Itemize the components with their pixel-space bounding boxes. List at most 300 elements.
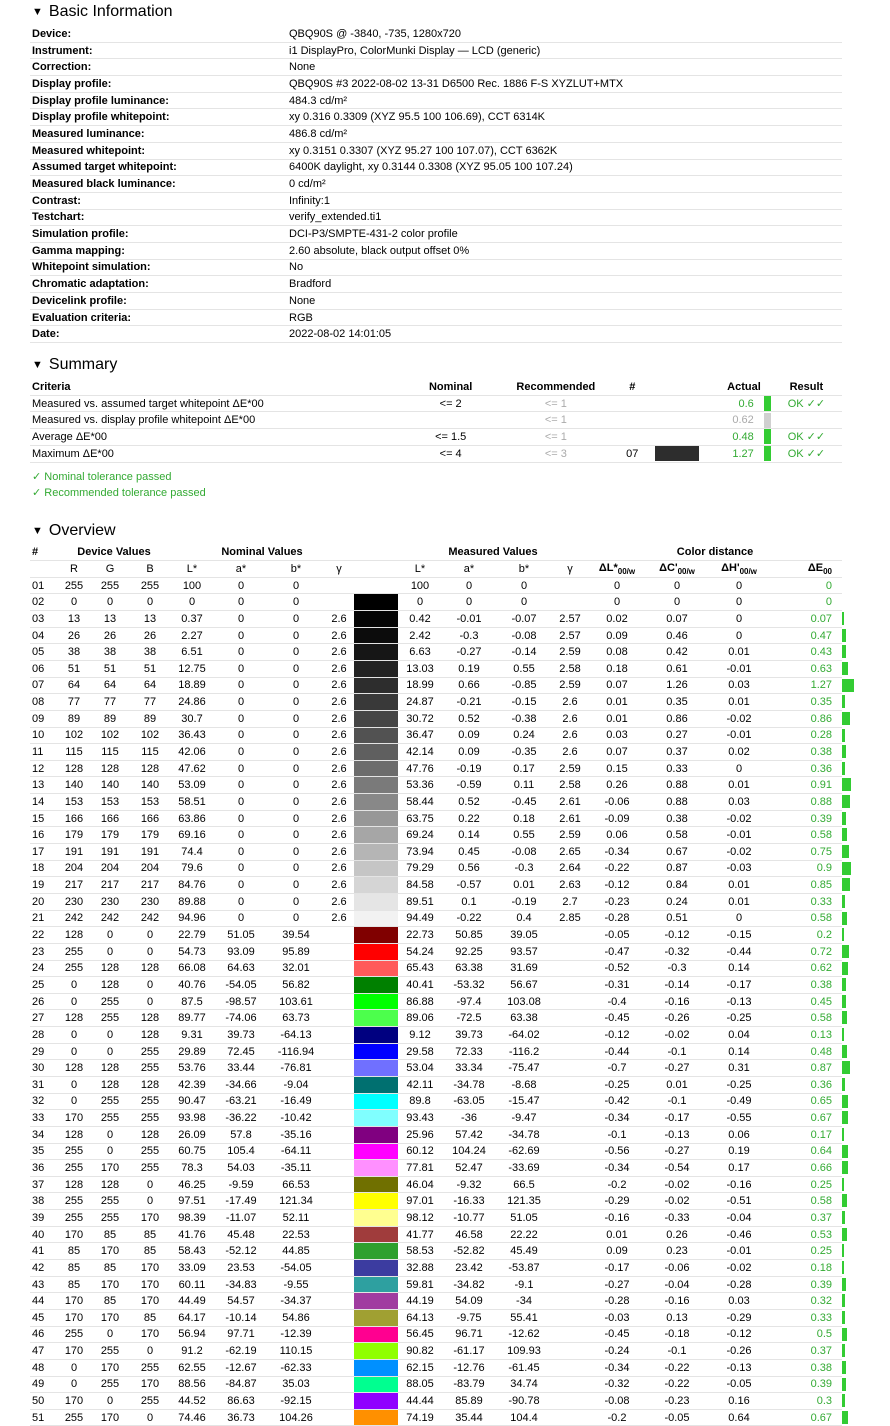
overview-heading[interactable]: ▼ Overview bbox=[32, 521, 890, 541]
ov-dl: 0.06 bbox=[588, 827, 646, 844]
ov-de-bar bbox=[842, 1244, 844, 1257]
ov-b: 26 bbox=[130, 627, 170, 644]
ov-r: 0 bbox=[58, 1359, 90, 1376]
ov-dl: 0.07 bbox=[588, 677, 646, 694]
summary-actual: 0.48 bbox=[701, 429, 771, 446]
ov-meas-b: 0 bbox=[496, 594, 552, 611]
overview-row bbox=[30, 827, 842, 844]
ov-nom-gamma bbox=[324, 1093, 354, 1110]
ov-nom-gamma bbox=[324, 1376, 354, 1393]
ov-dh: 0.14 bbox=[708, 960, 770, 977]
ov-de: 0.07 bbox=[770, 611, 842, 628]
summary-col-actual: Actual bbox=[701, 379, 771, 395]
ov-meas-b: 0.01 bbox=[496, 877, 552, 894]
ov-dh: 0.19 bbox=[708, 1143, 770, 1160]
collapse-triangle-icon[interactable]: ▼ bbox=[32, 6, 43, 18]
ov-dh: 0 bbox=[708, 910, 770, 927]
ov-de-bar bbox=[842, 1211, 845, 1224]
ov-b: 255 bbox=[130, 1060, 170, 1077]
ov-meas-gamma: 2.63 bbox=[552, 877, 588, 894]
ov-de-bar bbox=[842, 1411, 848, 1424]
basic-info-value: QBQ90S @ -3840, -735, 1280x720 bbox=[287, 26, 842, 42]
ov-meas-a: 0.45 bbox=[442, 844, 496, 861]
ov-meas-gamma bbox=[552, 1027, 588, 1044]
ov-nom-gamma: 2.6 bbox=[324, 777, 354, 794]
ov-dc: 0.88 bbox=[646, 777, 708, 794]
ov-meas-l: 90.82 bbox=[398, 1343, 442, 1360]
ov-b: 128 bbox=[130, 1077, 170, 1094]
ov-nom-a: 64.63 bbox=[214, 960, 268, 977]
ov-b: 0 bbox=[130, 1343, 170, 1360]
ov-nom-b: 0 bbox=[268, 744, 324, 761]
ov-num: 42 bbox=[30, 1260, 58, 1277]
ov-nom-b: -9.55 bbox=[268, 1276, 324, 1293]
basic-info-heading[interactable]: ▼ Basic Information bbox=[32, 2, 890, 22]
ov-nom-gamma: 2.6 bbox=[324, 877, 354, 894]
ov-dl: -0.03 bbox=[588, 1309, 646, 1326]
ov-num: 22 bbox=[30, 927, 58, 944]
summary-criteria: Average ΔE*00 bbox=[30, 429, 401, 446]
ov-nom-a: -52.12 bbox=[214, 1243, 268, 1260]
ov-dh: -0.02 bbox=[708, 710, 770, 727]
ov-dc: -0.22 bbox=[646, 1359, 708, 1376]
ov-meas-gamma bbox=[552, 1343, 588, 1360]
ov-nom-b: 95.89 bbox=[268, 943, 324, 960]
ov-meas-b: -61.45 bbox=[496, 1359, 552, 1376]
ov-de-bar bbox=[842, 978, 846, 991]
ov-meas-l: 54.24 bbox=[398, 943, 442, 960]
overview-row bbox=[30, 1010, 842, 1027]
overview-row bbox=[30, 644, 842, 661]
ov-meas-gamma bbox=[552, 1010, 588, 1027]
ov-g: 89 bbox=[90, 710, 130, 727]
basic-info-label: Measured whitepoint: bbox=[30, 142, 287, 159]
ov-col-b: B bbox=[130, 561, 170, 578]
ov-de-bar bbox=[842, 645, 846, 658]
ov-dc: -0.27 bbox=[646, 1143, 708, 1160]
ov-meas-gamma bbox=[552, 993, 588, 1010]
ov-nom-gamma bbox=[324, 1243, 354, 1260]
ov-meas-gamma bbox=[552, 1326, 588, 1343]
ov-de-bar bbox=[842, 695, 845, 708]
ov-de: 0.3 bbox=[770, 1393, 842, 1410]
ov-r: 0 bbox=[58, 993, 90, 1010]
ov-nom-a: 0 bbox=[214, 760, 268, 777]
ov-de-bar bbox=[842, 828, 847, 841]
ov-de-bar bbox=[842, 1145, 848, 1158]
ov-g: 128 bbox=[90, 760, 130, 777]
ov-meas-a: 52.47 bbox=[442, 1160, 496, 1177]
ov-meas-a: -10.77 bbox=[442, 1210, 496, 1227]
ov-dl: -0.47 bbox=[588, 943, 646, 960]
ov-nom-gamma bbox=[324, 993, 354, 1010]
overview-row bbox=[30, 1343, 842, 1360]
ov-meas-b: -0.14 bbox=[496, 644, 552, 661]
ov-meas-a: 0.52 bbox=[442, 710, 496, 727]
ov-de: 0.63 bbox=[770, 660, 842, 677]
ov-swatch bbox=[354, 893, 398, 910]
ov-g: 128 bbox=[90, 1077, 130, 1094]
ov-dl: -0.45 bbox=[588, 1326, 646, 1343]
ov-num: 09 bbox=[30, 710, 58, 727]
ov-r: 128 bbox=[58, 1126, 90, 1143]
ov-b: 191 bbox=[130, 844, 170, 861]
ov-de: 0.37 bbox=[770, 1343, 842, 1360]
ov-meas-l: 59.81 bbox=[398, 1276, 442, 1293]
ov-nom-gamma: 2.6 bbox=[324, 611, 354, 628]
ov-r: 0 bbox=[58, 1077, 90, 1094]
ov-de-bar bbox=[842, 1128, 844, 1141]
ov-de: 0.67 bbox=[770, 1409, 842, 1426]
ov-swatch bbox=[354, 1243, 398, 1260]
overview-row bbox=[30, 943, 842, 960]
basic-info-label: Gamma mapping: bbox=[30, 242, 287, 259]
ov-meas-l: 69.24 bbox=[398, 827, 442, 844]
overview-row bbox=[30, 893, 842, 910]
ov-dh: -0.26 bbox=[708, 1343, 770, 1360]
ov-dl: -0.56 bbox=[588, 1143, 646, 1160]
ov-dh: -0.02 bbox=[708, 844, 770, 861]
ov-r: 217 bbox=[58, 877, 90, 894]
ov-dh: 0.03 bbox=[708, 677, 770, 694]
ov-swatch bbox=[354, 1276, 398, 1293]
ov-b: 0 bbox=[130, 943, 170, 960]
ov-group-measured: Measured Values bbox=[398, 545, 588, 561]
ov-meas-gamma bbox=[552, 1160, 588, 1177]
ov-meas-a: -34.78 bbox=[442, 1077, 496, 1094]
ov-meas-l: 63.75 bbox=[398, 810, 442, 827]
basic-info-value: i1 DisplayPro, ColorMunki Display — LCD (generic) bbox=[287, 42, 842, 59]
ov-nom-b: 0 bbox=[268, 860, 324, 877]
ov-nom-gamma bbox=[324, 594, 354, 611]
overview-row bbox=[30, 910, 842, 927]
ov-swatch bbox=[354, 611, 398, 628]
ov-col-meas-l: L* bbox=[398, 561, 442, 578]
overview-row bbox=[30, 577, 842, 594]
ov-r: 170 bbox=[58, 1309, 90, 1326]
ov-de-bar bbox=[842, 1011, 847, 1024]
ov-dl: -0.12 bbox=[588, 877, 646, 894]
ov-nom-a: -74.06 bbox=[214, 1010, 268, 1027]
ov-de-bar bbox=[842, 812, 846, 825]
ov-de: 0.87 bbox=[770, 1060, 842, 1077]
overview-row bbox=[30, 1143, 842, 1160]
ov-swatch bbox=[354, 660, 398, 677]
ov-nom-b: -116.94 bbox=[268, 1043, 324, 1060]
ov-nom-gamma bbox=[324, 927, 354, 944]
ov-meas-b: 51.05 bbox=[496, 1210, 552, 1227]
ov-meas-a: 0.52 bbox=[442, 794, 496, 811]
ov-nom-l: 42.39 bbox=[170, 1077, 214, 1094]
ov-dh: -0.29 bbox=[708, 1309, 770, 1326]
ov-g: 26 bbox=[90, 627, 130, 644]
ov-nom-a: 0 bbox=[214, 877, 268, 894]
ov-nom-b: -35.11 bbox=[268, 1160, 324, 1177]
ov-de: 0.33 bbox=[770, 1309, 842, 1326]
ov-nom-b: 22.53 bbox=[268, 1226, 324, 1243]
ov-g: 128 bbox=[90, 1060, 130, 1077]
ov-nom-l: 93.98 bbox=[170, 1110, 214, 1127]
collapse-triangle-icon[interactable]: ▼ bbox=[32, 359, 43, 371]
ov-de: 0.9 bbox=[770, 860, 842, 877]
ov-r: 0 bbox=[58, 1027, 90, 1044]
ov-nom-b: -9.04 bbox=[268, 1077, 324, 1094]
ov-de-bar bbox=[842, 878, 850, 891]
ov-num: 48 bbox=[30, 1359, 58, 1376]
ov-meas-b: -116.2 bbox=[496, 1043, 552, 1060]
ov-meas-a: -97.4 bbox=[442, 993, 496, 1010]
overview-row bbox=[30, 1110, 842, 1127]
ov-meas-l: 42.11 bbox=[398, 1077, 442, 1094]
ov-meas-b: -34.78 bbox=[496, 1126, 552, 1143]
ov-nom-b: 39.54 bbox=[268, 927, 324, 944]
ov-nom-a: 0 bbox=[214, 694, 268, 711]
basic-info-value: 2022-08-02 14:01:05 bbox=[287, 326, 842, 343]
ov-de: 0.35 bbox=[770, 694, 842, 711]
summary-num: 07 bbox=[612, 445, 654, 462]
ov-nom-l: 30.7 bbox=[170, 710, 214, 727]
ov-nom-a: 0 bbox=[214, 577, 268, 594]
ov-nom-gamma bbox=[324, 1176, 354, 1193]
summary-recommended: <= 1 bbox=[500, 412, 611, 429]
ov-g: 128 bbox=[90, 1176, 130, 1193]
ov-g: 153 bbox=[90, 794, 130, 811]
ov-dc: -0.04 bbox=[646, 1276, 708, 1293]
ov-nom-b: -92.15 bbox=[268, 1393, 324, 1410]
ov-nom-gamma bbox=[324, 1326, 354, 1343]
ov-dc: 1.26 bbox=[646, 677, 708, 694]
ov-r: 85 bbox=[58, 1243, 90, 1260]
ov-dc: 0.37 bbox=[646, 744, 708, 761]
ov-dh: 0 bbox=[708, 577, 770, 594]
ov-nom-a: 33.44 bbox=[214, 1060, 268, 1077]
ov-swatch bbox=[354, 993, 398, 1010]
ov-dh: 0.01 bbox=[708, 893, 770, 910]
ov-num: 04 bbox=[30, 627, 58, 644]
ov-dl: -0.09 bbox=[588, 810, 646, 827]
ov-meas-l: 44.19 bbox=[398, 1293, 442, 1310]
summary-heading[interactable]: ▼ Summary bbox=[32, 355, 890, 375]
ov-meas-gamma bbox=[552, 1260, 588, 1277]
ov-dh: -0.17 bbox=[708, 977, 770, 994]
ov-col-de: $\Delta E_{00}$ bbox=[770, 561, 842, 578]
ov-num: 25 bbox=[30, 977, 58, 994]
overview-row bbox=[30, 1293, 842, 1310]
basic-info-value: DCI-P3/SMPTE-431-2 color profile bbox=[287, 226, 842, 243]
ov-g: 0 bbox=[90, 1027, 130, 1044]
ov-meas-a: 0 bbox=[442, 577, 496, 594]
ov-de-bar bbox=[842, 1344, 845, 1357]
overview-row bbox=[30, 744, 842, 761]
ov-nom-l: 46.25 bbox=[170, 1176, 214, 1193]
ov-dl: -0.24 bbox=[588, 1343, 646, 1360]
ov-de-bar bbox=[842, 629, 846, 642]
ov-dh: -0.46 bbox=[708, 1226, 770, 1243]
ov-r: 0 bbox=[58, 1093, 90, 1110]
ov-nom-l: 94.96 bbox=[170, 910, 214, 927]
ov-nom-l: 0.37 bbox=[170, 611, 214, 628]
ov-nom-a: -10.14 bbox=[214, 1309, 268, 1326]
ov-r: 170 bbox=[58, 1226, 90, 1243]
ov-num: 33 bbox=[30, 1110, 58, 1127]
ov-meas-b: -9.1 bbox=[496, 1276, 552, 1293]
ov-g: 217 bbox=[90, 877, 130, 894]
ov-nom-gamma bbox=[324, 1343, 354, 1360]
ov-meas-gamma bbox=[552, 1126, 588, 1143]
ov-meas-b: -90.78 bbox=[496, 1393, 552, 1410]
ov-nom-b: -76.81 bbox=[268, 1060, 324, 1077]
ov-de: 0.58 bbox=[770, 827, 842, 844]
ov-meas-a: -63.05 bbox=[442, 1093, 496, 1110]
ov-dh: 0.01 bbox=[708, 644, 770, 661]
overview-row bbox=[30, 1077, 842, 1094]
ov-swatch bbox=[354, 1193, 398, 1210]
ov-swatch bbox=[354, 1226, 398, 1243]
ov-meas-a: -16.33 bbox=[442, 1193, 496, 1210]
ov-dc: -0.1 bbox=[646, 1043, 708, 1060]
ov-de-bar bbox=[842, 762, 845, 775]
ov-meas-b: 0.4 bbox=[496, 910, 552, 927]
ov-nom-l: 41.76 bbox=[170, 1226, 214, 1243]
basic-info-label: Testchart: bbox=[30, 209, 287, 226]
summary-col-num: # bbox=[612, 379, 654, 395]
ov-nom-b: 0 bbox=[268, 827, 324, 844]
ov-dh: 0.16 bbox=[708, 1393, 770, 1410]
ov-dl: 0.18 bbox=[588, 660, 646, 677]
ov-meas-a: -0.3 bbox=[442, 627, 496, 644]
ov-num: 41 bbox=[30, 1243, 58, 1260]
ov-swatch bbox=[354, 677, 398, 694]
ov-nom-gamma: 2.6 bbox=[324, 694, 354, 711]
ov-swatch bbox=[354, 1010, 398, 1027]
ov-num: 17 bbox=[30, 844, 58, 861]
ov-g: 102 bbox=[90, 727, 130, 744]
ov-meas-gamma bbox=[552, 1276, 588, 1293]
ov-meas-b: 0.55 bbox=[496, 660, 552, 677]
ov-num: 39 bbox=[30, 1210, 58, 1227]
collapse-triangle-icon[interactable]: ▼ bbox=[32, 525, 43, 537]
ov-meas-b: -0.08 bbox=[496, 627, 552, 644]
ov-nom-l: 18.89 bbox=[170, 677, 214, 694]
ov-de: 0.53 bbox=[770, 1226, 842, 1243]
ov-nom-l: 12.75 bbox=[170, 660, 214, 677]
ov-meas-a: 85.89 bbox=[442, 1393, 496, 1410]
summary-actual-bar bbox=[764, 413, 771, 428]
tolerance-passed-item: ✓ Recommended tolerance passed bbox=[32, 485, 890, 501]
ov-dc: 0.67 bbox=[646, 844, 708, 861]
ov-num: 08 bbox=[30, 694, 58, 711]
ov-dc: 0 bbox=[646, 577, 708, 594]
ov-r: 255 bbox=[58, 1210, 90, 1227]
ov-nom-a: 39.73 bbox=[214, 1027, 268, 1044]
ov-g: 0 bbox=[90, 1126, 130, 1143]
overview-row bbox=[30, 1326, 842, 1343]
overview-row bbox=[30, 1060, 842, 1077]
ov-num: 44 bbox=[30, 1293, 58, 1310]
ov-num: 15 bbox=[30, 810, 58, 827]
ov-de-bar bbox=[842, 928, 844, 941]
ov-dc: -0.33 bbox=[646, 1210, 708, 1227]
ov-group-nominal: Nominal Values bbox=[170, 545, 354, 561]
ov-dh: -0.15 bbox=[708, 927, 770, 944]
ov-meas-b: 0 bbox=[496, 577, 552, 594]
ov-meas-b: 66.5 bbox=[496, 1176, 552, 1193]
ov-b: 255 bbox=[130, 1110, 170, 1127]
ov-num: 11 bbox=[30, 744, 58, 761]
ov-num: 05 bbox=[30, 644, 58, 661]
ov-b: 170 bbox=[130, 1293, 170, 1310]
ov-nom-gamma bbox=[324, 960, 354, 977]
ov-b: 128 bbox=[130, 1010, 170, 1027]
overview-row bbox=[30, 860, 842, 877]
summary-col-result: Result bbox=[771, 379, 842, 395]
ov-b: 0 bbox=[130, 1193, 170, 1210]
ov-b: 0 bbox=[130, 927, 170, 944]
ov-num: 32 bbox=[30, 1093, 58, 1110]
ov-nom-gamma bbox=[324, 1276, 354, 1293]
ov-nom-a: 93.09 bbox=[214, 943, 268, 960]
basic-info-label: Contrast: bbox=[30, 192, 287, 209]
ov-b: 170 bbox=[130, 1326, 170, 1343]
basic-info-label: Display profile: bbox=[30, 76, 287, 93]
ov-dl: -0.44 bbox=[588, 1043, 646, 1060]
summary-actual-bar bbox=[764, 446, 771, 461]
ov-dc: -0.16 bbox=[646, 1293, 708, 1310]
ov-dl: -0.34 bbox=[588, 844, 646, 861]
ov-swatch bbox=[354, 577, 398, 594]
ov-meas-a: -0.19 bbox=[442, 760, 496, 777]
ov-b: 255 bbox=[130, 1359, 170, 1376]
summary-actual-bar bbox=[764, 396, 771, 411]
summary-result: OK ✓✓ bbox=[771, 395, 842, 412]
ov-meas-b: -75.47 bbox=[496, 1060, 552, 1077]
ov-num: 30 bbox=[30, 1060, 58, 1077]
ov-b: 170 bbox=[130, 1260, 170, 1277]
ov-nom-gamma: 2.6 bbox=[324, 627, 354, 644]
ov-meas-b: 121.35 bbox=[496, 1193, 552, 1210]
ov-nom-b: 32.01 bbox=[268, 960, 324, 977]
ov-dl: -0.31 bbox=[588, 977, 646, 994]
basic-info-value: xy 0.316 0.3309 (XYZ 95.5 100 106.69), CCT 6314K bbox=[287, 109, 842, 126]
ov-num: 29 bbox=[30, 1043, 58, 1060]
ov-meas-b: -0.45 bbox=[496, 794, 552, 811]
ov-nom-b: 0 bbox=[268, 694, 324, 711]
ov-g: 170 bbox=[90, 1409, 130, 1426]
ov-col-meas-b: b* bbox=[496, 561, 552, 578]
ov-dc: -0.06 bbox=[646, 1260, 708, 1277]
ov-r: 85 bbox=[58, 1260, 90, 1277]
ov-swatch bbox=[354, 777, 398, 794]
ov-num: 01 bbox=[30, 577, 58, 594]
ov-dl: -0.34 bbox=[588, 1160, 646, 1177]
ov-dl: -0.32 bbox=[588, 1376, 646, 1393]
ov-nom-a: -17.49 bbox=[214, 1193, 268, 1210]
ov-g: 128 bbox=[90, 960, 130, 977]
ov-nom-l: 66.08 bbox=[170, 960, 214, 977]
ov-nom-l: 64.17 bbox=[170, 1309, 214, 1326]
summary-result: OK ✓✓ bbox=[771, 429, 842, 446]
ov-nom-a: 57.8 bbox=[214, 1126, 268, 1143]
ov-nom-a: 105.4 bbox=[214, 1143, 268, 1160]
ov-dc: -0.22 bbox=[646, 1376, 708, 1393]
summary-swatch-cell bbox=[653, 395, 701, 412]
ov-meas-gamma: 2.58 bbox=[552, 777, 588, 794]
ov-meas-a: -36 bbox=[442, 1110, 496, 1127]
ov-de-bar bbox=[842, 612, 844, 625]
ov-de: 1.27 bbox=[770, 677, 842, 694]
ov-dc: 0.23 bbox=[646, 1243, 708, 1260]
ov-dc: 0 bbox=[646, 594, 708, 611]
